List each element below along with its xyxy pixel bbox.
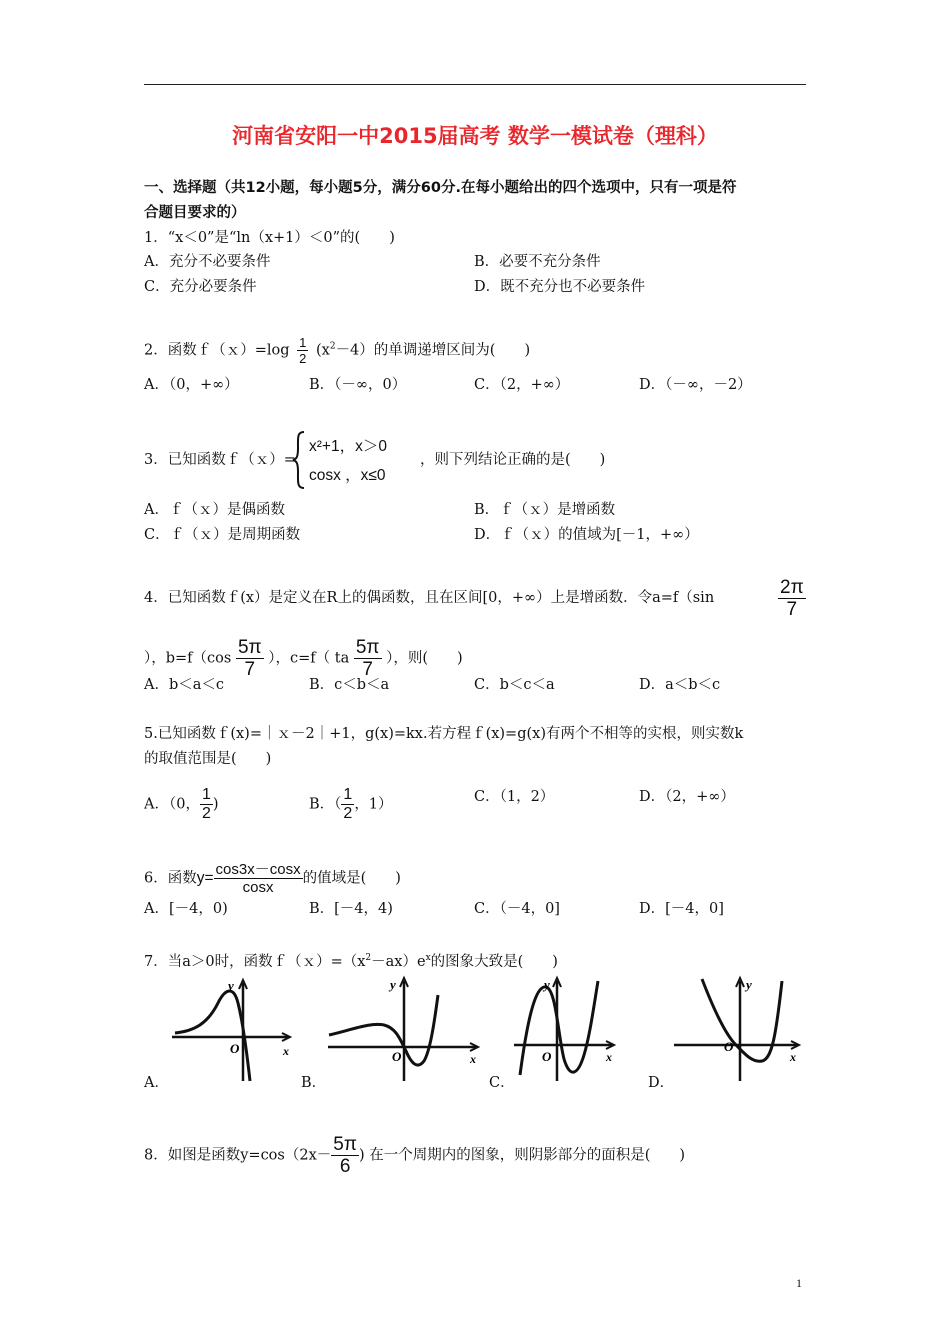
q7-d-y-label: y: [746, 977, 752, 992]
q1-option-d: D．既不充分也不必要条件: [474, 279, 646, 295]
q6-fraction: [214, 862, 303, 895]
q6-stem: [144, 862, 401, 895]
q4-f1-numerator: 2π: [780, 577, 804, 598]
q5-a-denominator: 2: [201, 805, 211, 822]
q7-b-x-label: x: [470, 1052, 476, 1066]
q8-pre: 8．如图是函数y=cos（2x－: [144, 1147, 332, 1164]
q8-numerator: 5π: [333, 1134, 357, 1155]
q5-option-b: [309, 787, 393, 822]
q3-stem-pre: 3．已知函数ｆ（ｘ）=: [144, 452, 296, 468]
q5-a-post: ): [212, 796, 219, 813]
q7-d-origin: O: [724, 1039, 734, 1054]
page-title: 河南省安阳一中2015届高考 数学一模试卷（理科）: [232, 124, 718, 148]
q2-stem: [144, 336, 530, 365]
q3-option-a: A．ｆ（ｘ）是偶函数: [144, 502, 285, 518]
q7-option-b: B．: [301, 1075, 327, 1091]
q7-b-origin: O: [392, 1049, 402, 1064]
q7-graph-d: [672, 975, 807, 1085]
q5-option-c: C．（1，2）: [474, 789, 555, 805]
q7-graph-a: [170, 975, 300, 1085]
q3-stem-post: ，则下列结论正确的是( ): [420, 452, 606, 468]
q1-option-a: A．充分不必要条件: [144, 254, 271, 270]
q4-f3-numerator: 5π: [355, 637, 380, 658]
section-heading-line1: 一、选择题（共12小题，每小题5分，满分60分.在每小题给出的四个选项中，只有一项是符: [144, 180, 737, 196]
q4-f2-denominator: 7: [244, 659, 256, 680]
q7-a-y-label: y: [228, 978, 234, 993]
q2-frac-numerator: 1: [299, 335, 307, 350]
q4-line1: 4．已知函数ｆ(x）是定义在R上的偶函数，且在区间[0，+∞）上是增函数．令a=f（sin: [144, 590, 715, 606]
q3-option-c: C．ｆ（ｘ）是周期函数: [144, 527, 301, 543]
q4-option-c: C．b＜c＜a: [474, 677, 555, 693]
q5-b-post: ，1）: [354, 796, 393, 813]
q4-f1-denominator: 7: [786, 599, 798, 620]
q2-stem-post: (x: [315, 342, 330, 359]
q7-graph-c: [512, 975, 622, 1085]
q2-frac-denominator: 2: [299, 351, 307, 366]
q1-option-b: B．必要不充分条件: [474, 254, 601, 270]
q6-option-d: D．[－4，0]: [639, 901, 724, 917]
q6-pre: 6．函数: [144, 870, 197, 887]
q7-a-origin: O: [230, 1041, 240, 1056]
q2-option-b: B．（－∞，0）: [309, 377, 407, 393]
q6-y: y=: [196, 869, 214, 887]
q7-d-x-label: x: [790, 1050, 796, 1064]
q2-option-d: D．（－∞，－2）: [639, 377, 752, 393]
q3-case2: cosx ，x≤0: [309, 467, 386, 484]
q3-option-d: D．ｆ（ｘ）的值域为[－1，+∞）: [474, 527, 699, 543]
q5-b-numerator: 1: [343, 786, 353, 803]
q7-stem-a: 7．当a＞0时，函数ｆ（ｘ）=（x: [144, 953, 366, 970]
q6-option-c: C．（－4，0]: [474, 901, 560, 917]
q5-line1: 5.已知函数ｆ(x)=｜ｘ－2｜+1，g(x)=kx.若方程ｆ(x)=g(x)有两个不相等的实根，则实数k: [144, 726, 744, 742]
q2-superscript: 2: [329, 341, 336, 352]
q7-option-d: D．: [648, 1075, 675, 1091]
q4-fraction-3: [354, 638, 382, 679]
q4-line2: [144, 638, 463, 679]
q7-sup2: x: [425, 953, 431, 963]
q4-option-d: D．a＜b＜c: [639, 677, 721, 693]
q6-option-a: A．[－4，0): [144, 901, 228, 917]
q5-line2: 的取值范围是( ): [144, 751, 272, 767]
q7-c-origin: O: [542, 1049, 552, 1064]
q4-fraction-1: [778, 578, 806, 619]
q7-c-y-label: y: [544, 977, 550, 992]
section-heading-line2: 合题目要求的）: [144, 205, 246, 221]
q4-line2-c: ），则( ): [386, 650, 463, 667]
q3-option-b: B．ｆ（ｘ）是增函数: [474, 502, 616, 518]
q8-fraction: [331, 1135, 359, 1176]
q6-post: 的值域是( ): [302, 870, 401, 887]
q2-stem-post2: －4）的单调递增区间为( ): [335, 342, 531, 359]
q6-option-b: B．[－4，4): [309, 901, 393, 917]
q8-post: ) 在一个周期内的图象，则阴影部分的面积是( ): [358, 1147, 686, 1164]
q5-option-a: [144, 787, 219, 822]
q7-stem-b: －ax）e: [371, 953, 426, 970]
q2-log-base-fraction: [297, 336, 308, 365]
q4-fraction-2: [236, 638, 264, 679]
q7-sup1: 2: [365, 953, 372, 963]
q7-option-a: A．: [144, 1075, 169, 1091]
q4-option-b: B．c＜b＜a: [309, 677, 390, 693]
q5-b-fraction: [341, 787, 354, 822]
q5-b-pre: B．（: [309, 796, 342, 813]
q5-b-denominator: 2: [343, 805, 353, 822]
q1-option-c: C．充分必要条件: [144, 279, 257, 295]
q2-option-a: A．（0，+∞）: [144, 377, 239, 393]
q7-graph-b: [326, 975, 486, 1085]
q7-c-x-label: x: [606, 1050, 612, 1064]
q7-stem: [144, 948, 558, 972]
q4-line2-b: ），c=f（ ta: [268, 650, 350, 667]
page-number: 1: [796, 1276, 802, 1290]
q3-case1: x²+1，x＞0: [309, 438, 387, 455]
q5-a-numerator: 1: [201, 786, 211, 803]
q5-a-fraction: [200, 787, 213, 822]
q7-stem-c: 的图象大致是( ): [430, 953, 558, 970]
q3-piecewise-brace: [291, 430, 307, 490]
q4-f3-denominator: 7: [362, 659, 373, 680]
q7-option-c: C．: [489, 1075, 515, 1091]
q8-stem: [144, 1135, 685, 1176]
q4-line2-a: ），b=f（cos: [144, 650, 232, 667]
q6-numerator: cos3x－cosx: [215, 861, 301, 878]
header-rule: [144, 84, 806, 85]
q5-option-d: D．（2，+∞）: [639, 789, 735, 805]
q4-option-a: A．b＜a＜c: [144, 677, 225, 693]
q6-denominator: cosx: [242, 879, 274, 896]
q7-a-x-label: x: [283, 1044, 289, 1058]
q8-denominator: 6: [339, 1156, 351, 1177]
q5-a-pre: A．（0，: [144, 796, 200, 813]
q7-b-y-label: y: [390, 977, 396, 992]
q4-f2-numerator: 5π: [237, 637, 262, 658]
q2-option-c: C．（2，+∞）: [474, 377, 570, 393]
q2-stem-pre: 2．函数ｆ（ｘ）=log: [144, 342, 290, 359]
q1-stem: 1．“x＜0”是“ln（x+1）＜0”的( ): [144, 230, 395, 246]
